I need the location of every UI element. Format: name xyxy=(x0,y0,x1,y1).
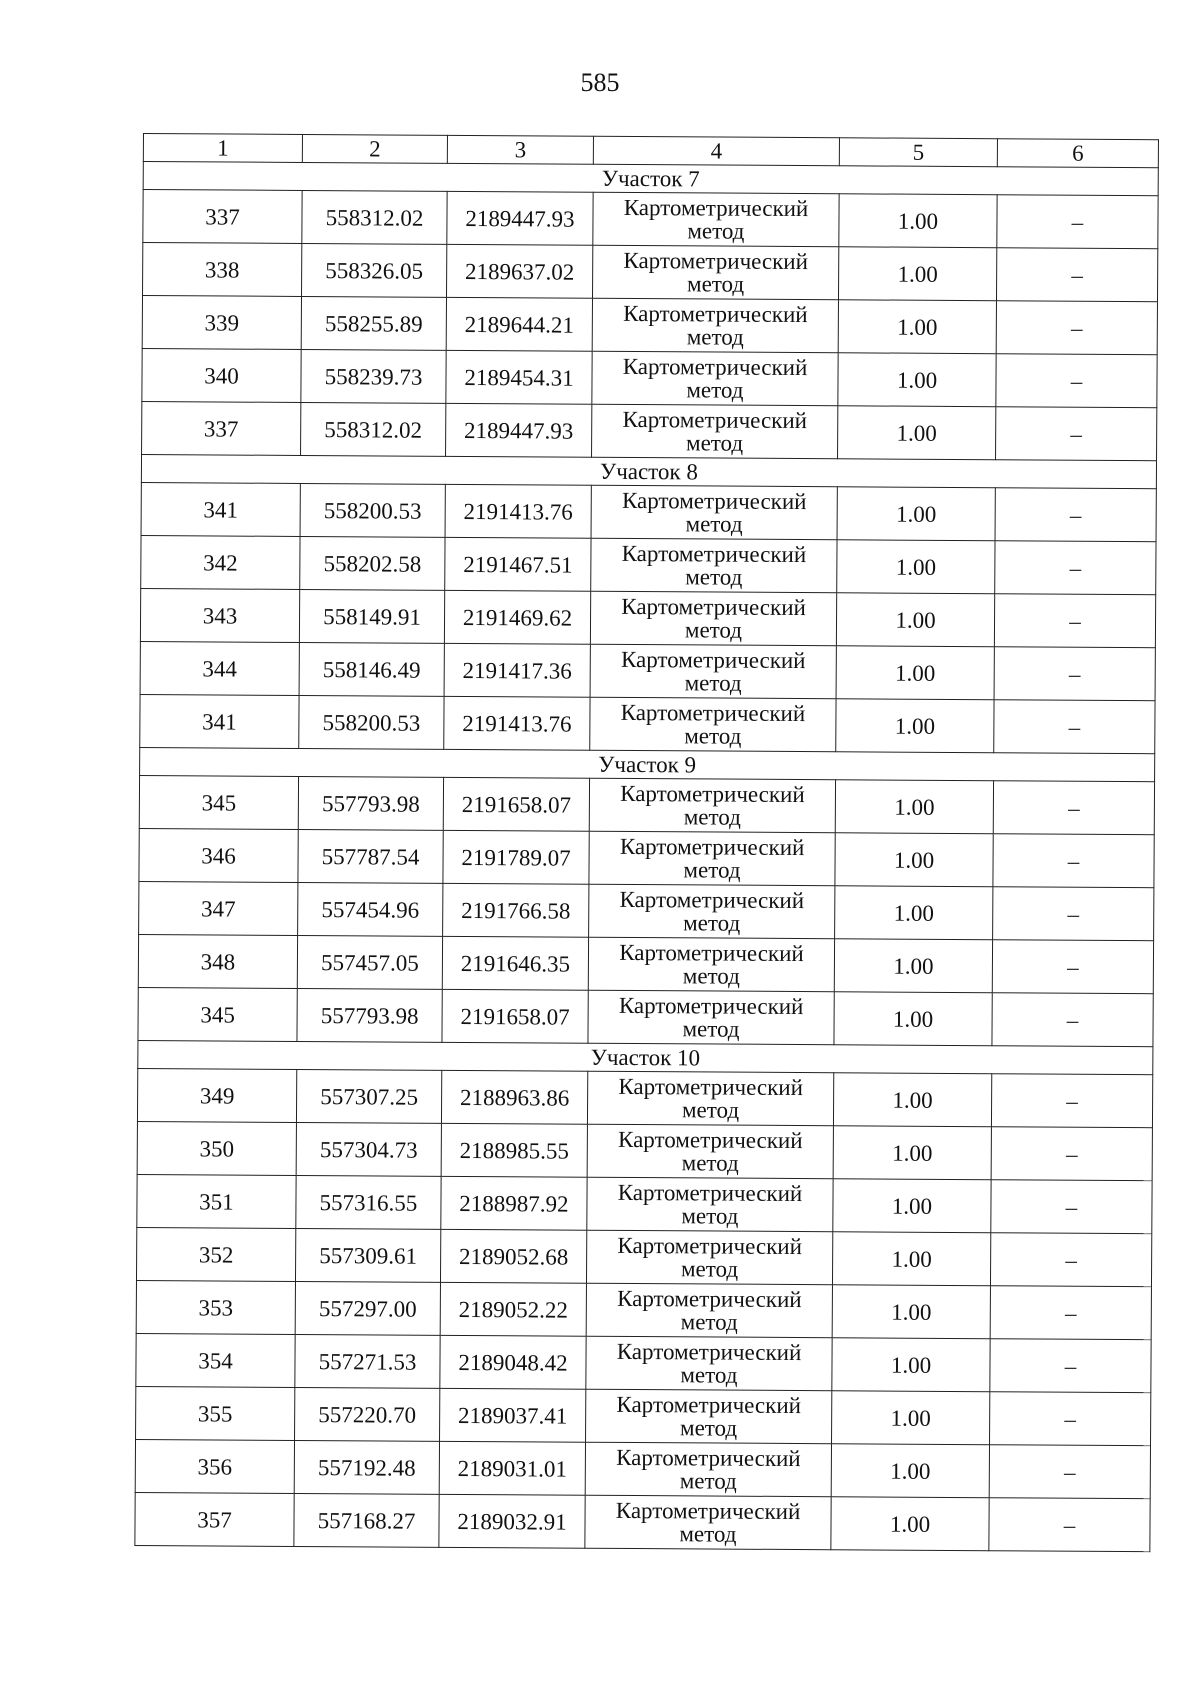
table-row xyxy=(142,401,1157,460)
accuracy-cell: 1.00 xyxy=(838,406,996,460)
method-cell xyxy=(588,937,834,992)
accuracy-cell: 1.00 xyxy=(832,1232,990,1286)
y-coordinate-cell: 2189052.68 xyxy=(440,1229,586,1283)
point-number-cell: 349 xyxy=(137,1068,296,1122)
method-cell xyxy=(592,404,838,459)
coordinates-table xyxy=(134,133,1159,1552)
accuracy-cell: 1.00 xyxy=(832,1391,990,1445)
point-number-cell: 353 xyxy=(136,1280,295,1334)
point-number-cell: 341 xyxy=(141,482,300,536)
x-coordinate-cell: 558202.58 xyxy=(300,536,445,590)
accuracy-cell: 1.00 xyxy=(835,886,993,940)
method-cell xyxy=(591,485,837,540)
method-line-1: Картометрический xyxy=(623,247,809,275)
note-cell: – xyxy=(995,488,1156,542)
method-line-1: Картометрический xyxy=(619,833,805,861)
point-number-cell: 338 xyxy=(143,243,302,297)
accuracy-cell: 1.00 xyxy=(833,1126,991,1180)
x-coordinate-cell: 557454.96 xyxy=(298,882,443,936)
x-coordinate-cell: 558200.53 xyxy=(299,695,444,749)
method-cell xyxy=(585,1495,831,1550)
accuracy-cell: 1.00 xyxy=(837,487,995,541)
table-row xyxy=(136,1227,1151,1286)
method-line-1: Картометрический xyxy=(615,1497,801,1525)
method-line-1: Картометрический xyxy=(616,1338,802,1366)
method-cell xyxy=(589,884,835,939)
y-coordinate-cell: 2189031.01 xyxy=(439,1441,585,1495)
point-number-cell: 337 xyxy=(143,190,302,244)
note-cell: – xyxy=(992,940,1153,994)
section-title: Участок 8 xyxy=(141,454,1156,488)
x-coordinate-cell: 558149.91 xyxy=(299,589,444,643)
accuracy-cell: 1.00 xyxy=(838,247,996,301)
y-coordinate-cell: 2189644.21 xyxy=(446,297,592,351)
method-line-2: метод xyxy=(681,1150,739,1176)
note-cell: – xyxy=(994,647,1155,701)
note-cell: – xyxy=(994,594,1155,648)
x-coordinate-cell: 558239.73 xyxy=(301,349,446,403)
table-row xyxy=(135,1439,1150,1498)
method-line-2: метод xyxy=(682,1016,740,1042)
method-line-2: метод xyxy=(684,617,743,643)
accuracy-cell: 1.00 xyxy=(838,300,996,354)
note-cell: – xyxy=(995,541,1156,595)
y-coordinate-cell: 2188963.86 xyxy=(441,1070,587,1124)
method-line-1: Картометрический xyxy=(620,699,806,727)
x-coordinate-cell: 557168.27 xyxy=(294,1493,439,1547)
table-row xyxy=(137,1174,1152,1233)
accuracy-cell: 1.00 xyxy=(833,1179,991,1233)
method-line-2: метод xyxy=(681,1203,739,1229)
table-row xyxy=(135,1492,1150,1551)
method-line-2: метод xyxy=(685,564,743,590)
accuracy-cell: 1.00 xyxy=(836,699,994,753)
accuracy-cell: 1.00 xyxy=(835,780,993,834)
accuracy-cell: 1.00 xyxy=(839,194,997,248)
point-number-cell: 346 xyxy=(139,828,298,882)
y-coordinate-cell: 2189447.93 xyxy=(447,191,593,245)
y-coordinate-cell: 2189052.22 xyxy=(440,1282,586,1336)
column-header: 4 xyxy=(593,136,839,166)
point-number-cell: 351 xyxy=(137,1174,296,1228)
table-row xyxy=(139,828,1154,887)
point-number-cell: 352 xyxy=(136,1227,295,1281)
method-cell xyxy=(586,1230,832,1285)
method-cell xyxy=(590,697,836,752)
method-line-2: метод xyxy=(686,271,745,297)
method-cell xyxy=(592,351,838,406)
method-line-2: метод xyxy=(683,804,741,830)
x-coordinate-cell: 557787.54 xyxy=(298,829,443,883)
table-row xyxy=(139,881,1154,940)
point-number-cell: 354 xyxy=(136,1333,295,1387)
x-coordinate-cell: 558326.05 xyxy=(302,243,447,297)
method-line-2: метод xyxy=(682,963,740,989)
x-coordinate-cell: 557271.53 xyxy=(295,1334,440,1388)
table-row xyxy=(142,296,1157,355)
column-header: 3 xyxy=(447,135,593,164)
table-row xyxy=(137,1068,1152,1127)
section-title: Участок 10 xyxy=(138,1040,1153,1074)
method-line-2: метод xyxy=(681,1097,740,1123)
method-cell xyxy=(587,1071,833,1126)
table-row xyxy=(141,535,1156,594)
method-line-2: метод xyxy=(686,430,744,456)
table-body xyxy=(135,134,1159,1552)
point-number-cell: 350 xyxy=(137,1121,296,1175)
point-number-cell: 345 xyxy=(139,775,298,829)
method-cell xyxy=(591,538,837,593)
x-coordinate-cell: 557297.00 xyxy=(295,1281,440,1335)
table-row xyxy=(138,934,1153,993)
method-line-2: метод xyxy=(684,723,742,749)
table-row xyxy=(141,482,1156,541)
accuracy-cell: 1.00 xyxy=(836,646,994,700)
table-row xyxy=(143,243,1158,302)
point-number-cell: 342 xyxy=(141,535,300,589)
method-cell xyxy=(589,831,835,886)
accuracy-cell: 1.00 xyxy=(832,1338,990,1392)
accuracy-cell: 1.00 xyxy=(836,593,994,647)
method-line-1: Картометрический xyxy=(616,1444,801,1472)
method-line-1: Картометрический xyxy=(618,992,804,1020)
accuracy-cell: 1.00 xyxy=(832,1285,990,1339)
method-line-1: Картометрический xyxy=(619,886,805,914)
note-cell: – xyxy=(996,354,1157,408)
accuracy-cell: 1.00 xyxy=(838,353,996,407)
point-number-cell: 343 xyxy=(140,588,299,642)
note-cell: – xyxy=(994,700,1155,754)
method-line-2: метод xyxy=(686,377,744,403)
note-cell: – xyxy=(990,1392,1151,1446)
method-line-1: Картометрический xyxy=(623,194,809,222)
method-line-1: Картометрический xyxy=(623,300,808,328)
y-coordinate-cell: 2189037.41 xyxy=(440,1388,586,1442)
method-line-2: метод xyxy=(685,511,743,537)
y-coordinate-cell: 2191469.62 xyxy=(444,590,590,644)
note-cell: – xyxy=(996,407,1157,461)
note-cell: – xyxy=(991,1127,1152,1181)
note-cell: – xyxy=(989,1445,1150,1499)
y-coordinate-cell: 2189032.91 xyxy=(439,1494,585,1548)
note-cell: – xyxy=(993,781,1154,835)
method-cell xyxy=(585,1442,831,1497)
section-title: Участок 7 xyxy=(143,162,1158,196)
y-coordinate-cell: 2191766.58 xyxy=(443,883,589,937)
y-coordinate-cell: 2191417.36 xyxy=(444,643,590,697)
table-row xyxy=(142,348,1157,407)
point-number-cell: 355 xyxy=(136,1386,295,1440)
method-line-1: Картометрический xyxy=(618,1126,803,1154)
method-line-2: метод xyxy=(679,1415,738,1441)
method-cell xyxy=(592,245,838,300)
method-line-1: Картометрический xyxy=(621,593,806,621)
table-row xyxy=(138,987,1153,1046)
method-cell xyxy=(587,1124,833,1179)
note-cell: – xyxy=(990,1286,1151,1340)
x-coordinate-cell: 557316.55 xyxy=(296,1175,441,1229)
point-number-cell: 341 xyxy=(140,694,299,748)
y-coordinate-cell: 2191658.07 xyxy=(443,777,589,831)
column-header: 6 xyxy=(997,139,1158,168)
method-line-2: метод xyxy=(684,670,742,696)
accuracy-cell: 1.00 xyxy=(837,540,995,594)
note-cell: – xyxy=(996,301,1157,355)
x-coordinate-cell: 558200.53 xyxy=(300,483,445,537)
method-cell xyxy=(590,644,836,699)
point-number-cell: 348 xyxy=(138,934,297,988)
accuracy-cell: 1.00 xyxy=(835,833,993,887)
point-number-cell: 357 xyxy=(135,1492,294,1546)
note-cell: – xyxy=(993,887,1154,941)
note-cell: – xyxy=(991,1180,1152,1234)
method-line-1: Картометрический xyxy=(617,1232,803,1260)
method-line-2: метод xyxy=(683,857,741,883)
x-coordinate-cell: 557793.98 xyxy=(298,776,443,830)
column-header: 1 xyxy=(143,134,302,163)
table-row xyxy=(143,190,1158,249)
note-cell: – xyxy=(996,248,1157,302)
method-line-1: Картометрический xyxy=(616,1391,802,1419)
method-cell xyxy=(589,778,835,833)
method-line-2: метод xyxy=(679,1468,737,1494)
point-number-cell: 339 xyxy=(142,296,301,350)
method-line-1: Картометрический xyxy=(617,1179,803,1207)
note-cell: – xyxy=(990,1233,1151,1287)
method-line-2: метод xyxy=(686,324,744,350)
x-coordinate-cell: 558146.49 xyxy=(299,642,444,696)
method-line-1: Картометрический xyxy=(621,487,807,515)
table-row xyxy=(136,1280,1151,1339)
point-number-cell: 347 xyxy=(139,881,298,935)
table-row xyxy=(136,1386,1151,1445)
method-line-2: метод xyxy=(680,1362,738,1388)
point-number-cell: 345 xyxy=(138,987,297,1041)
column-header: 5 xyxy=(839,138,997,167)
method-cell xyxy=(593,192,839,247)
section-title: Участок 9 xyxy=(140,747,1155,781)
note-cell: – xyxy=(997,195,1158,249)
y-coordinate-cell: 2188987.92 xyxy=(441,1176,587,1230)
method-line-1: Картометрический xyxy=(621,540,807,568)
y-coordinate-cell: 2191789.07 xyxy=(443,830,589,884)
method-cell xyxy=(588,990,834,1045)
point-number-cell: 356 xyxy=(135,1439,294,1493)
note-cell: – xyxy=(989,1498,1150,1552)
table-row xyxy=(140,694,1155,753)
method-line-1: Картометрический xyxy=(622,406,808,434)
method-line-1: Картометрический xyxy=(618,1073,804,1101)
y-coordinate-cell: 2188985.55 xyxy=(441,1123,587,1177)
table-row xyxy=(139,775,1154,834)
point-number-cell: 344 xyxy=(140,641,299,695)
x-coordinate-cell: 557457.05 xyxy=(297,935,442,989)
page-number: 585 xyxy=(580,68,620,97)
method-line-1: Картометрический xyxy=(619,939,804,967)
x-coordinate-cell: 558255.89 xyxy=(301,296,446,350)
y-coordinate-cell: 2189447.93 xyxy=(446,403,592,457)
note-cell: – xyxy=(993,834,1154,888)
method-cell xyxy=(586,1283,832,1338)
x-coordinate-cell: 557307.25 xyxy=(296,1069,441,1123)
accuracy-cell: 1.00 xyxy=(834,939,992,993)
column-header: 2 xyxy=(302,134,447,163)
method-line-1: Картометрический xyxy=(622,353,808,381)
y-coordinate-cell: 2191413.76 xyxy=(445,484,591,538)
method-cell xyxy=(586,1336,832,1391)
accuracy-cell: 1.00 xyxy=(834,992,992,1046)
accuracy-cell: 1.00 xyxy=(831,1444,989,1498)
note-cell: – xyxy=(992,993,1153,1047)
method-line-2: метод xyxy=(680,1256,739,1282)
x-coordinate-cell: 557793.98 xyxy=(297,988,442,1042)
method-line-1: Картометрический xyxy=(620,646,806,674)
method-line-2: метод xyxy=(687,218,745,244)
table-row xyxy=(137,1121,1152,1180)
x-coordinate-cell: 557304.73 xyxy=(296,1122,441,1176)
y-coordinate-cell: 2189637.02 xyxy=(447,244,593,298)
method-line-2: метод xyxy=(680,1309,738,1335)
method-cell xyxy=(587,1177,833,1232)
method-line-1: Картометрический xyxy=(617,1285,802,1313)
table-row xyxy=(140,641,1155,700)
note-cell: – xyxy=(990,1339,1151,1393)
y-coordinate-cell: 2191467.51 xyxy=(445,537,591,591)
y-coordinate-cell: 2189454.31 xyxy=(446,350,592,404)
table-row xyxy=(136,1333,1151,1392)
y-coordinate-cell: 2191413.76 xyxy=(444,696,590,750)
x-coordinate-cell: 557220.70 xyxy=(295,1387,440,1441)
x-coordinate-cell: 557192.48 xyxy=(294,1440,439,1494)
x-coordinate-cell: 558312.02 xyxy=(301,402,446,456)
method-line-2: метод xyxy=(683,910,741,936)
method-cell xyxy=(586,1389,832,1444)
accuracy-cell: 1.00 xyxy=(831,1497,989,1551)
y-coordinate-cell: 2191658.07 xyxy=(442,989,588,1043)
note-cell: – xyxy=(991,1074,1152,1128)
method-cell xyxy=(592,298,838,353)
point-number-cell: 337 xyxy=(142,401,301,455)
table-row xyxy=(140,588,1155,647)
x-coordinate-cell: 557309.61 xyxy=(295,1228,440,1282)
method-line-1: Картометрический xyxy=(620,780,805,808)
accuracy-cell: 1.00 xyxy=(833,1073,991,1127)
method-cell xyxy=(590,591,836,646)
x-coordinate-cell: 558312.02 xyxy=(302,190,447,244)
point-number-cell: 340 xyxy=(142,348,301,402)
y-coordinate-cell: 2189048.42 xyxy=(440,1335,586,1389)
method-line-2: метод xyxy=(679,1521,737,1547)
y-coordinate-cell: 2191646.35 xyxy=(442,936,588,990)
